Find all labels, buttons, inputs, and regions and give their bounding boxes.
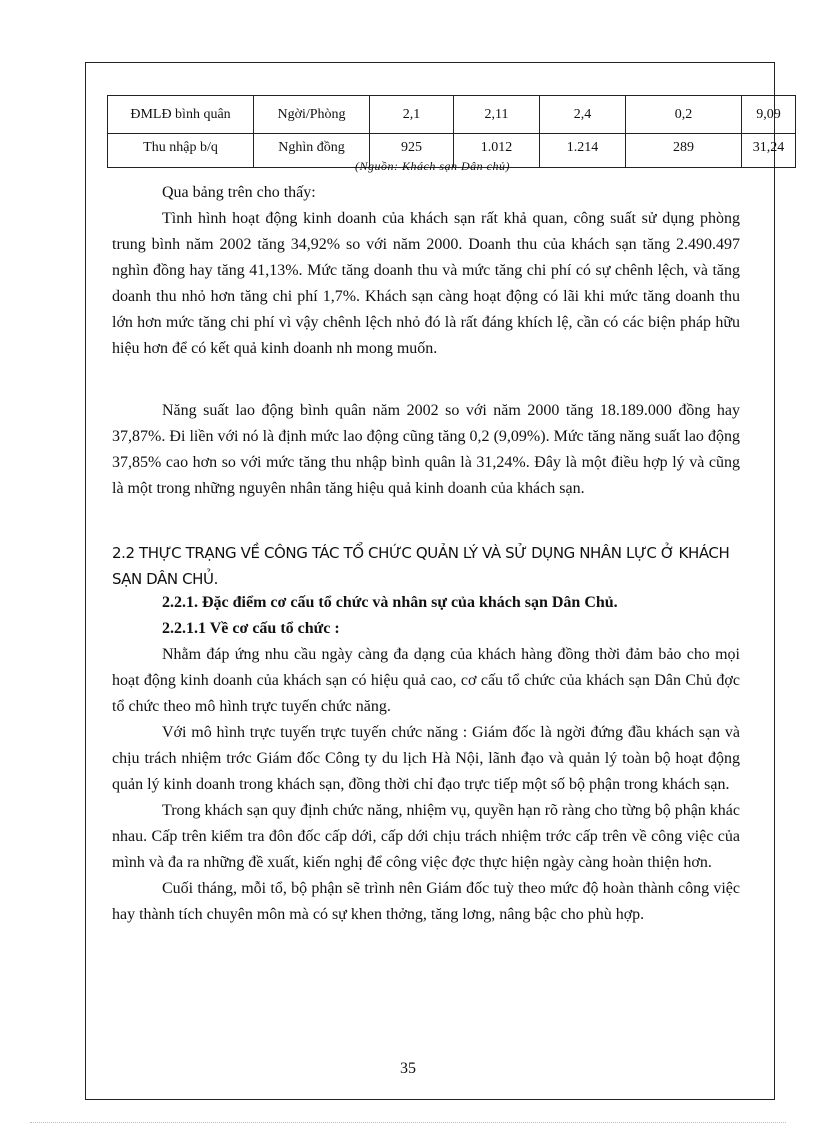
page-number: 35 xyxy=(400,1060,416,1077)
table-cell: 289 xyxy=(626,134,742,168)
intro-line: Qua bảng trên cho thấy: xyxy=(162,184,316,201)
table-cell: Nghìn đồng xyxy=(254,134,370,168)
table-cell: Ngời/Phòng xyxy=(254,96,370,134)
body-paragraph: Cuối tháng, mỗi tổ, bộ phận sẽ trình nên Giám đốc tuỳ theo mức độ hoàn thành công việc hay thành tích chuyên môn mà có sự khen thởng, tăng lơng, nâng bậc cho phù hợp. xyxy=(112,880,740,923)
body-paragraph: Năng suất lao động bình quân năm 2002 so với năm 2000 tăng 18.189.000 đồng hay 37,87%. Đi liền với nó là định mức lao động cũng tăng 0,2 (9,09%). Mức tăng năng suất lao động 37,85% cao hơn so với mức tăng thu nhập bình quân là 31,24%. Đây là một điều hợp lý và cũng là một trong những nguyên nhân tăng hiệu quả kinh doanh của khách sạn. xyxy=(112,402,740,497)
analysis-block-2 xyxy=(112,398,740,502)
stats-table xyxy=(107,95,796,168)
table-row xyxy=(108,96,796,134)
table-cell: 9,09 xyxy=(742,96,796,134)
table-cell: 2,11 xyxy=(454,96,540,134)
table-cell: Thu nhập b/q xyxy=(108,134,254,168)
analysis-block-1 xyxy=(112,180,740,362)
table-cell: 2,4 xyxy=(540,96,626,134)
table-cell: 925 xyxy=(370,134,454,168)
subsection-heading: 2.2.1.1 Về cơ cấu tổ chức : xyxy=(162,620,340,637)
table-cell: 0,2 xyxy=(626,96,742,134)
table-cell: 1.012 xyxy=(454,134,540,168)
table-cell: 2,1 xyxy=(370,96,454,134)
body-paragraph: Trong khách sạn quy định chức năng, nhiệm vụ, quyền hạn rõ ràng cho từng bộ phận khác nhau. Cấp trên kiểm tra đôn đốc cấp dới, cấp dới chịu trách nhiệm trớc cấp trên về công việc của mình và đa ra những đề xuất, kiến nghị để công việc đợc thực hiện ngày càng hoàn thiện hơn. xyxy=(112,802,740,871)
body-paragraph: Tình hình hoạt động kinh doanh của khách sạn rất khả quan, công suất sử dụng phòng trung bình năm 2002 tăng 34,92% so với năm 2000. Doanh thu của khách sạn tăng 2.490.497 nghìn đồng hay tăng 41,13%. Mức tăng doanh thu và mức tăng chi phí có sự chênh lệch, và tăng doanh thu nhỏ hơn tăng chi phí 1,7%. Khách sạn càng hoạt động có lãi khi mức tăng doanh thu lớn hơn mức tăng chi phí vì vậy chênh lệch nhỏ đó là rất đáng khích lệ, cần có các biện pháp hữu hiệu hơn để có kết quả kinh doanh nh mong muốn. xyxy=(112,210,740,357)
subsection-heading: 2.2.1. Đặc điểm cơ cấu tổ chức và nhân sự của khách sạn Dân Chủ. xyxy=(162,594,618,611)
table-cell: 31,24 xyxy=(742,134,796,168)
table-cell: ĐMLĐ bình quân xyxy=(108,96,254,134)
body-paragraph: Với mô hình trực tuyến trực tuyến chức năng : Giám đốc là ngời đứng đầu khách sạn và chịu trách nhiệm trớc Giám đốc Công ty du lịch Hà Nội, lãnh đạo và quản lý toàn bộ hoạt động quản lý kinh doanh trong khách sạn, đồng thời chỉ đạo trực tiếp một số bộ phận trong khách sạn. xyxy=(112,724,740,793)
table-cell: 1.214 xyxy=(540,134,626,168)
table-source-note: (Nguồn: Khách sạn Dân chủ) xyxy=(355,159,510,173)
section-title: 2.2 THỰC TRẠNG VỀ CÔNG TÁC TỔ CHỨC QUẢN LÝ VÀ SỬ DỤNG NHÂN LỰC Ở KHÁCH SẠN DÂN CHỦ. xyxy=(112,544,730,588)
body-paragraph: Nhằm đáp ứng nhu cầu ngày càng đa dạng của khách hàng đồng thời đảm bảo cho mọi hoạt động kinh doanh của khách sạn có hiệu quả cao, cơ cấu tổ chức của khách sạn Dân Chủ đợc tổ chức theo mô hình trực tuyến chức năng. xyxy=(112,646,740,715)
section-body xyxy=(112,590,740,928)
